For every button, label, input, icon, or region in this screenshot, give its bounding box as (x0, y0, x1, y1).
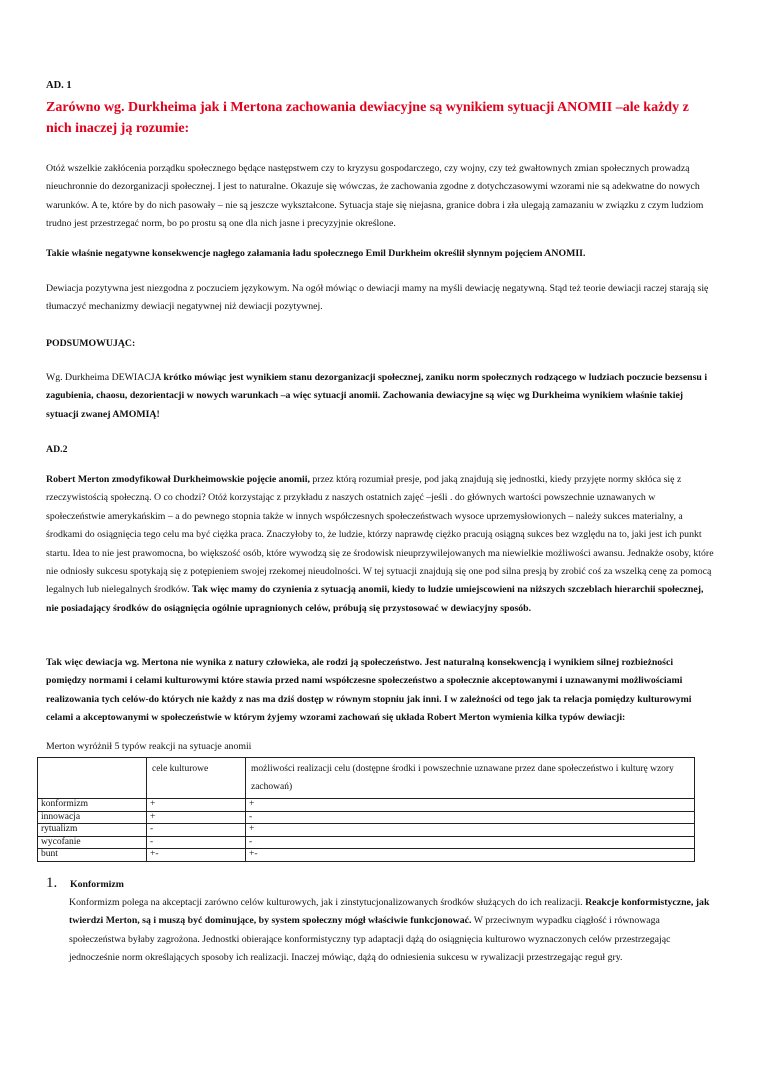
table-row (38, 811, 695, 824)
table-row (38, 849, 695, 862)
cell-means: + (246, 799, 695, 812)
paragraph-merton-anomie (46, 471, 714, 618)
table-row (38, 836, 695, 849)
paragraph-konformizm (69, 894, 717, 968)
cell-goals: + (147, 799, 246, 812)
konformizm-text-cont: W przeciwnym wypadku ciągłość i równowaga społeczeństwa byłaby zagrożona. Jednostki obierające konformistyczny typ adaptacji dążą do osiągnięcia kulturowo wyznaczonych celów przestrzegając jednocześnie norm określających sposoby ich realizacji. Inaczej mówiąc, dążą do odniesienia sukcesu w rywalizacji przestrzegając reguł gry. (69, 915, 671, 964)
list-number: 1. (46, 875, 58, 891)
table-header-row (38, 758, 695, 799)
cell-type: wycofanie (38, 836, 147, 849)
table-header-means: możliwości realizacji celu (dostępne środki i powszechnie uznawane przez dane społeczeństwo i kulturę wzory zachowań) (246, 758, 695, 799)
table-header-goals: cele kulturowe (147, 758, 246, 799)
table-header-type (38, 758, 147, 799)
table-caption: Merton wyróżnił 5 typów reakcji na sytuacje anomii (46, 741, 252, 752)
cell-type: rytualizm (38, 824, 147, 837)
summary-bold: krótko mówiąc jest wynikiem stanu dezorganizacji społecznej, zaniku norm społecznych rodzącego w ludziach poczucie bezsensu i zagubienia, chaosu, dezorientacji w nowych warunkach –a więc sytuacji anomii. Zachowania dewiacyjne są więc wg Durkheima wynikiem właśnie takiej sytuacji zwanej AMOMIĄ! (46, 372, 708, 420)
table-row (38, 824, 695, 837)
cell-type: konformizm (38, 799, 147, 812)
paragraph-positive-deviation: Dewiacja pozytywna jest niezgodna z poczuciem językowym. Na ogół mówiąc o dewiacji mamy na myśli dewiację negatywną. Stąd też teorie dewiacji raczej starają się tłumaczyć mechanizmy dewiacji negatywnej niż dewiacji pozytywnej. (46, 283, 709, 313)
cell-means: +- (246, 849, 695, 862)
table-row (38, 799, 695, 812)
document-title: Zarówno wg. Durkheima jak i Mertona zachowania dewiacyjne są wynikiem sytuacji ANOMII –ale każdy z nich inaczej ją rozumie: (46, 100, 689, 136)
section-heading-ad1: AD. 1 (46, 80, 72, 91)
konformizm-bold: Reakcje konformistyczne, jak twierdzi Merton, są i muszą być dominujące, by system społeczny mógł właściwie funkcjonować. (69, 897, 710, 927)
paragraph-merton-summary: Tak więc dewiacja wg. Mertona nie wynika z natury człowieka, ale rodzi ją społeczeństwo. Jest naturalną konsekwencją i wynikiem silnej rozbieżności pomiędzy normami i celami kulturowymi które stawia przed nami współczesne społeczeństwo a społecznie akceptowanymi i uznawanymi możliwościami realizowania tych celów-do których nie każdy z nas ma dziś dostęp w równym stopniu jak inni. I w zależności od tego jak ta relacja pomiędzy kulturowymi celami a akceptowanymi w społeczeństwie w którym żyjemy wzorami zachowań się układa Robert Merton wymienia kilka typów dewiacji: (46, 657, 692, 724)
cell-type: bunt (38, 849, 147, 862)
merton-conclusion-bold: Tak więc mamy do czynienia z sytuacją anomii, kiedy to ludzie umiejscowieni na niższych szczeblach hierarchii społecznej, nie posiadający środków do osiągnięcia ogólnie upragnionych celów, próbują się przystosować w dewiacyjny sposób. (46, 584, 704, 614)
list-heading-konformizm (46, 874, 124, 892)
section-heading-ad2: AD.2 (46, 444, 68, 455)
summary-lead: Wg. Durkheima DEWIACJA (46, 372, 164, 383)
list-heading-label: Konformizm (70, 879, 124, 890)
cell-goals: + (147, 811, 246, 824)
cell-goals: +- (147, 849, 246, 862)
cell-type: innowacja (38, 811, 147, 824)
paragraph-disorganization: Otóż wszelkie zakłócenia porządku społecznego będące następstwem czy to kryzysu gospodarczego, czy wojny, czy też gwałtownych zmian społecznych prowadzą nieuchronnie do dezorganizacji społecznej. I jest to naturalne. Okazuje się wówczas, że zachowania zgodne z dotychczasowymi wzorami nie są adekwatne do nowych warunków. A te, które by do nich pasowały – nie są jeszcze wykształcone. Sytuacja staje się niejasna, granice dobra i zła ulegają zamazaniu w związku z czym ludziom trudno jest przestrzegać norm, bo po prostu są one dla nich jasne i precyzyjnie określone. (46, 163, 704, 230)
paragraph-anomie-definition: Takie właśnie negatywne konsekwencje nagłego załamania ładu społecznego Emil Durkheim określił słynnym pojęciem ANOMII. (46, 248, 586, 259)
merton-body: przez którą rozumiał presje, pod jaką znajdują się jednostki, kiedy przyjęte normy skłóca się z rzeczywistością społeczną. O co chodzi? Otóż korzystając z przykładu z naszych ostatnich zajęć –jeśli . do głównych wartości powszechnie uznawanych w społeczeństwie amerykańskim – a do pewnego stopnia także w innych współczesnych społeczeństwach wysoce uprzemysłowionych – należy sukces materialny, a środkami do osiągnięcia tego celu ma być ciężka praca. Znaczyłoby to, że ludzie, którzy naprawdę ciężko pracują osiągną sukces bez względu na to, jaki jest ich punkt startu. Idea to nie jest prawomocna, bo większość osób, które wywodzą się ze środowisk nieuprzywilejowanych ma niewielkie możliwości awansu. Jednakże osoby, które nie odniosły sukcesu spotykają się z potępieniem swojej rzekomej nieudolności. W tej sytuacji znajdują się one pod silna presją by zrobić coś za wszelką cenę za pomocą legalnych lub nielegalnych środków. (46, 474, 714, 596)
summary-paragraph (46, 369, 714, 424)
cell-goals: - (147, 836, 246, 849)
cell-means: - (246, 836, 695, 849)
summary-heading: PODSUMOWUJĄC: (46, 338, 136, 349)
cell-goals: - (147, 824, 246, 837)
cell-means: + (246, 824, 695, 837)
konformizm-text: Konformizm polega na akceptacji zarówno celów kulturowych, jak i zinstytucjonalizowanych środków służących do ich realizacji. (69, 897, 586, 908)
deviation-types-table (37, 757, 695, 862)
cell-means: - (246, 811, 695, 824)
merton-lead-bold: Robert Merton zmodyfikował Durkheimowskie pojęcie anomii, (46, 474, 310, 485)
